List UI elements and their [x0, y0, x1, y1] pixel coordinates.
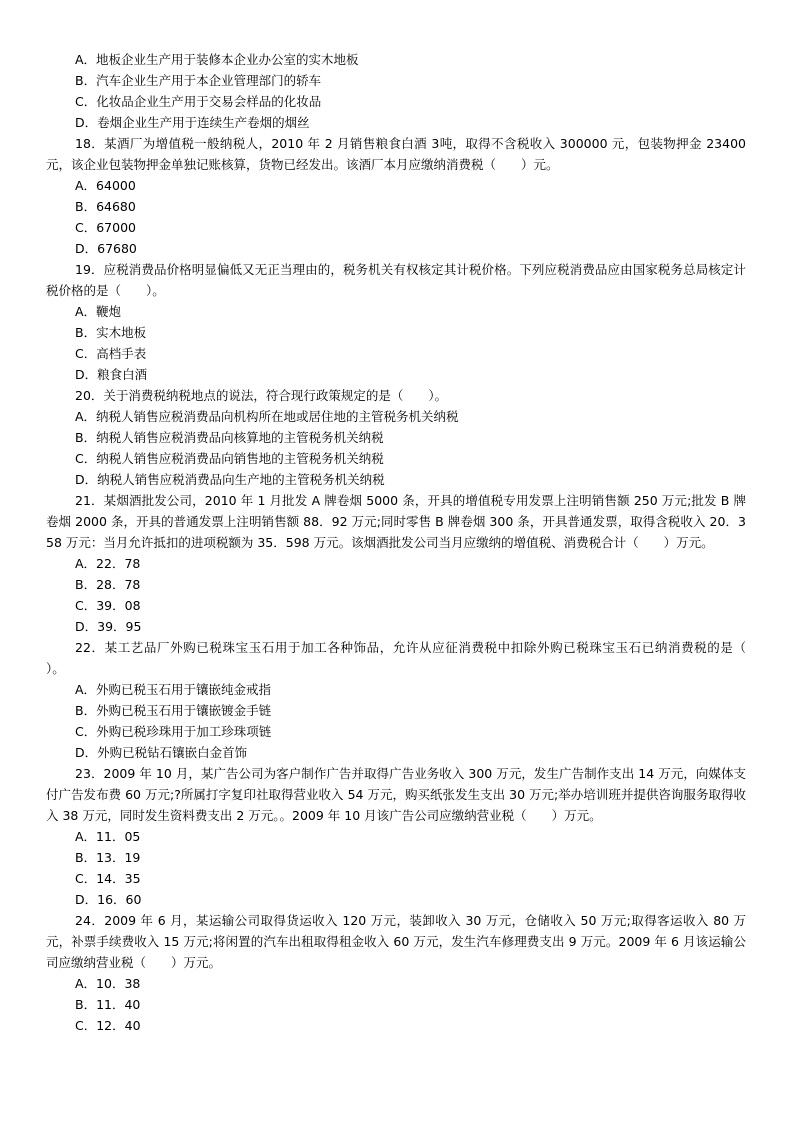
option-c: C．14．35 [75, 871, 141, 886]
option-d: D．67680 [75, 241, 137, 256]
question-stem: 20．关于消费税纳税地点的说法，符合现行政策规定的是（ ）。 [75, 388, 448, 403]
question-18 [46, 133, 746, 259]
option-b: B．13．19 [75, 850, 141, 865]
option-d: D．39．95 [75, 619, 142, 634]
question-24 [46, 910, 746, 1036]
question-stem: 22．某工艺品厂外购已税珠宝玉石用于加工各种饰品，允许从应征消费税中扣除外购已税珠宝玉石已纳消费税的是（ ）。 [46, 640, 772, 676]
option-b: B．11．40 [75, 997, 141, 1012]
option-a: A．地板企业生产用于装修本企业办公室的实木地板 [75, 52, 359, 67]
option-c: C．高档手表 [75, 346, 147, 361]
option-b: B．64680 [75, 199, 136, 214]
question-stem: 19．应税消费品价格明显偏低又无正当理由的，税务机关有权核定其计税价格。下列应税消费品应由国家税务总局核定计税价格的是（ ）。 [46, 262, 746, 298]
option-a: A．22．78 [75, 556, 141, 571]
option-c: C．化妆品企业生产用于交易会样品的化妆品 [75, 94, 322, 109]
option-b: B．纳税人销售应税消费品向核算地的主管税务机关纳税 [75, 430, 384, 445]
question-stem: 23．2009 年 10 月，某广告公司为客户制作广告并取得广告业务收入 300 万元，发生广告制作支出 14 万元，向媒体支付广告发布费 60 万元;?所属打字复印社取得营业收入 54 万元，购买纸张发生支出 30 万元;举办培训班并提供咨询服务取得收入 38 万元，同时发生资料费支出 2 万元。。2009 年 10 月该广告公司应缴纳营业税（ ）万元。 [46, 766, 746, 823]
option-a: A．鞭炮 [75, 304, 122, 319]
option-c: C．67000 [75, 220, 136, 235]
option-b: B．汽车企业生产用于本企业管理部门的轿车 [75, 73, 322, 88]
option-c: C．纳税人销售应税消费品向销售地的主管税务机关纳税 [75, 451, 384, 466]
question-20 [46, 385, 746, 490]
option-b: B．28．78 [75, 577, 141, 592]
question-17-options [46, 49, 746, 133]
option-d: D．16．60 [75, 892, 142, 907]
option-c: C．外购已税珍珠用于加工珍珠项链 [75, 724, 272, 739]
question-stem: 18．某酒厂为增值税一般纳税人，2010 年 2 月销售粮食白酒 3吨，取得不含税收入 300000 元，包装物押金 23400 元，该企业包装物押金单独记账核算，货物已经发出。该酒厂本月应缴纳消费税（ ）元。 [46, 136, 746, 172]
option-d: D．卷烟企业生产用于连续生产卷烟的烟丝 [75, 115, 310, 130]
question-19 [46, 259, 746, 385]
option-a: A．外购已税玉石用于镶嵌纯金戒指 [75, 682, 272, 697]
option-a: A．64000 [75, 178, 136, 193]
option-a: A．11．05 [75, 829, 141, 844]
question-21 [46, 490, 746, 637]
option-d: D．外购已税钻石镶嵌白金首饰 [75, 745, 248, 760]
question-stem: 21．某烟酒批发公司，2010 年 1 月批发 A 牌卷烟 5000 条，开具的增值税专用发票上注明销售额 250 万元;批发 B 牌卷烟 2000 条，开具的普通发票上注明销售额 88．92 万元;同时零售 B 牌卷烟 300 条，开具普通发票，取得含税收入 20．358 万元：当月允许抵扣的进项税额为 35．598 万元。该烟酒批发公司当月应缴纳的增值税、消费税合计（ ）万元。 [46, 493, 746, 550]
document-page [46, 49, 772, 1036]
option-d: D．粮食白酒 [75, 367, 148, 382]
option-b: B．实木地板 [75, 325, 147, 340]
option-c: C．39．08 [75, 598, 141, 613]
option-d: D．纳税人销售应税消费品向生产地的主管税务机关纳税 [75, 472, 385, 487]
option-a: A．10．38 [75, 976, 141, 991]
option-c: C．12．40 [75, 1018, 141, 1033]
question-22 [46, 637, 772, 763]
option-a: A．纳税人销售应税消费品向机构所在地或居住地的主管税务机关纳税 [75, 409, 459, 424]
option-b: B．外购已税玉石用于镶嵌镀金手链 [75, 703, 272, 718]
question-stem: 24．2009 年 6 月，某运输公司取得货运收入 120 万元，装卸收入 30 万元，仓储收入 50 万元;取得客运收入 80 万元，补票手续费收入 15 万元;将闲置的汽车出租取得租金收入 60 万元，发生汽车修理费支出 9 万元。2009 年 6 月该运输公司应缴纳营业税（ ）万元。 [46, 913, 746, 970]
question-23 [46, 763, 746, 910]
